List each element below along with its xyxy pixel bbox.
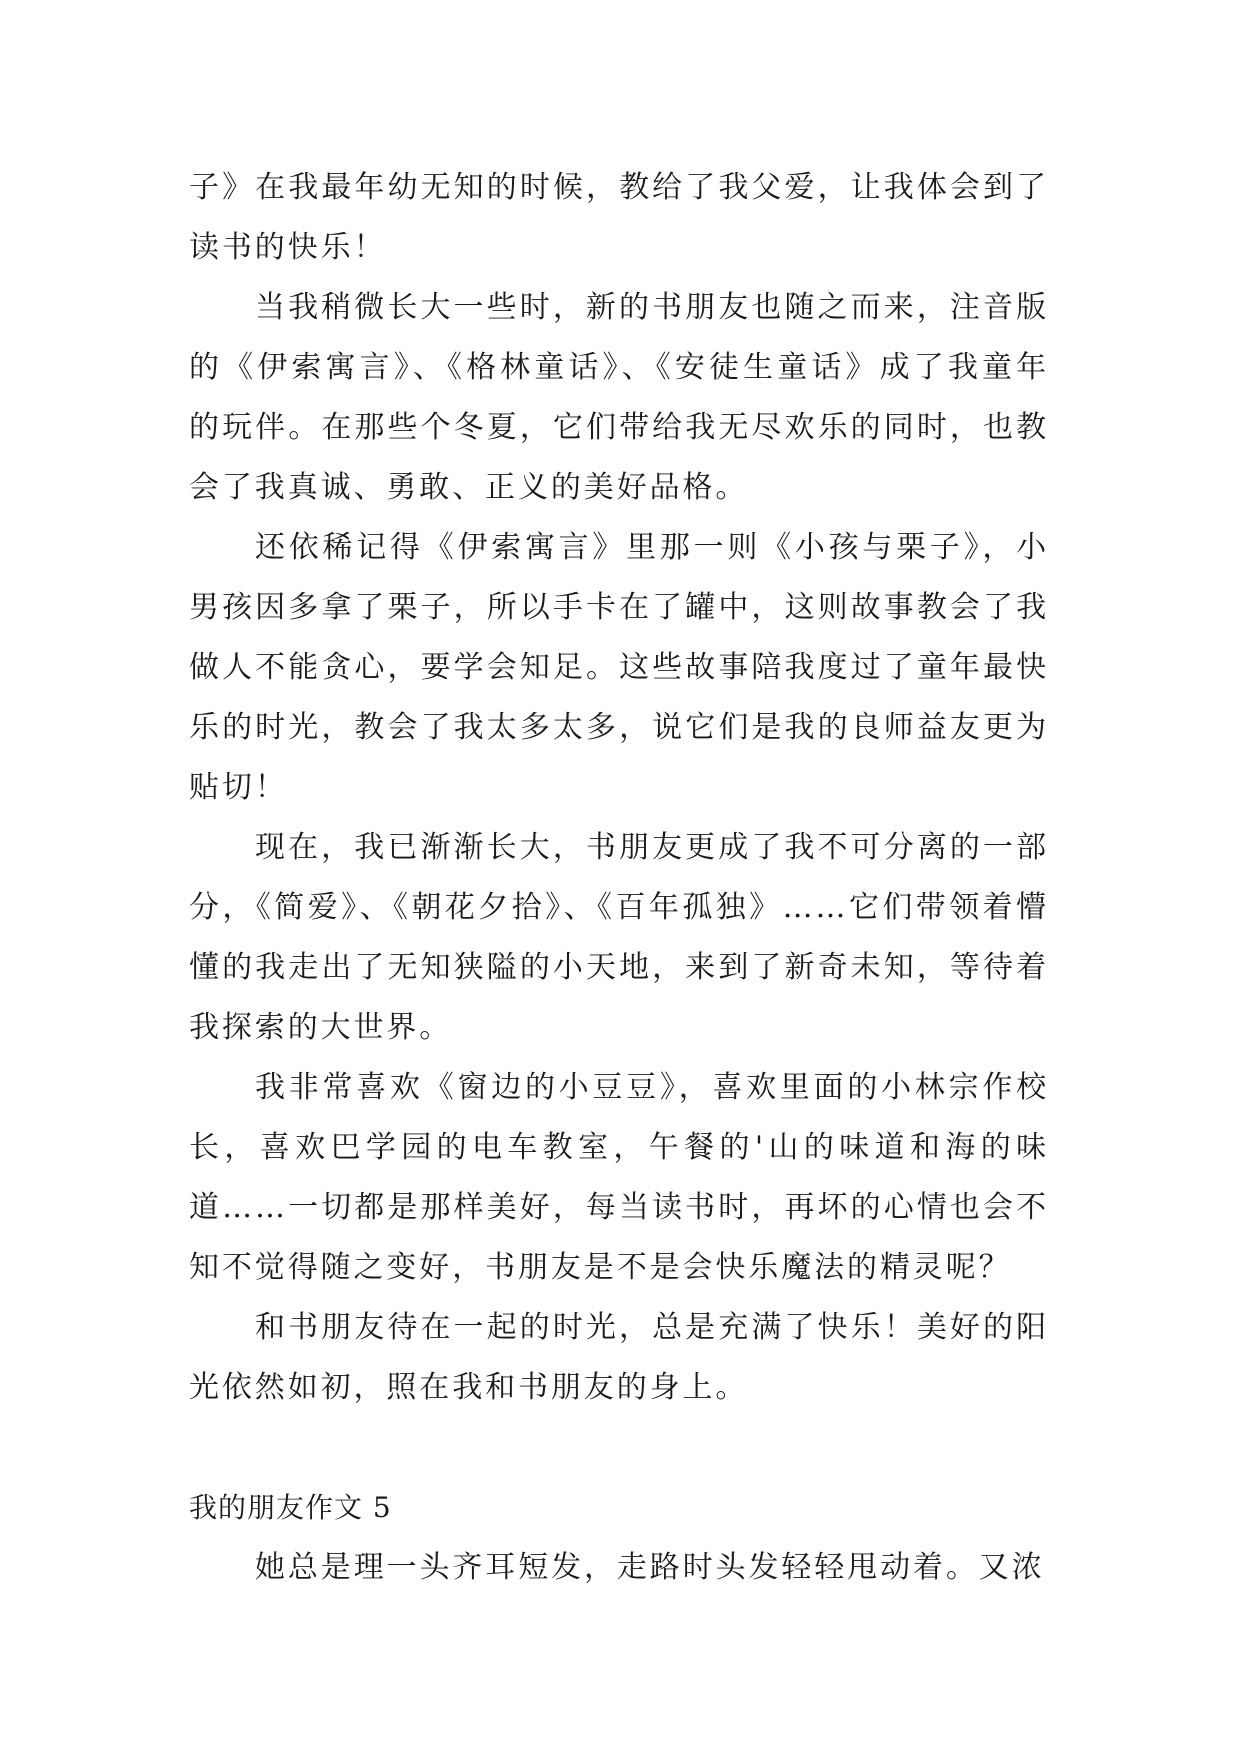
section-title: 我的朋友作文 5	[189, 1491, 392, 1524]
document-page	[189, 158, 1049, 1598]
paragraph-1: 子》在我最年幼无知的时候，教给了我父爱，让我体会到了读书的快乐！	[189, 170, 1049, 265]
paragraph-5: 我非常喜欢《窗边的小豆豆》，喜欢里面的小林宗作校长，喜欢巴学园的电车教室，午餐的'山的味道和海的味道……一切都是那样美好，每当读书时，再坏的心情也会不知不觉得随之变好，书朋友是不是会快乐魔法的精灵呢？	[189, 1070, 1049, 1285]
section-first-paragraph: 她总是理一头齐耳短发，走路时头发轻轻甩动着。又浓	[255, 1550, 1045, 1585]
paragraph-6: 和书朋友待在一起的时光，总是充满了快乐！美好的阳光依然如初，照在我和书朋友的身上。	[189, 1310, 1049, 1405]
paragraph-4: 现在，我已渐渐长大，书朋友更成了我不可分离的一部分，《简爱》、《朝花夕拾》、《百年孤独》……它们带领着懵懂的我走出了无知狭隘的小天地，来到了新奇未知，等待着我探索的大世界。	[189, 830, 1049, 1045]
paragraph-3: 还依稀记得《伊索寓言》里那一则《小孩与栗子》，小男孩因多拿了栗子，所以手卡在了罐中，这则故事教会了我做人不能贪心，要学会知足。这些故事陪我度过了童年最快乐的时光，教会了我太多太多，说它们是我的良师益友更为贴切！	[189, 530, 1049, 805]
section-spacer	[189, 1418, 1049, 1478]
paragraph-2: 当我稍微长大一些时，新的书朋友也随之而来，注音版的《伊索寓言》、《格林童话》、《安徒生童话》成了我童年的玩伴。在那些个冬夏，它们带给我无尽欢乐的同时，也教会了我真诚、勇敢、正义的美好品格。	[189, 290, 1049, 505]
